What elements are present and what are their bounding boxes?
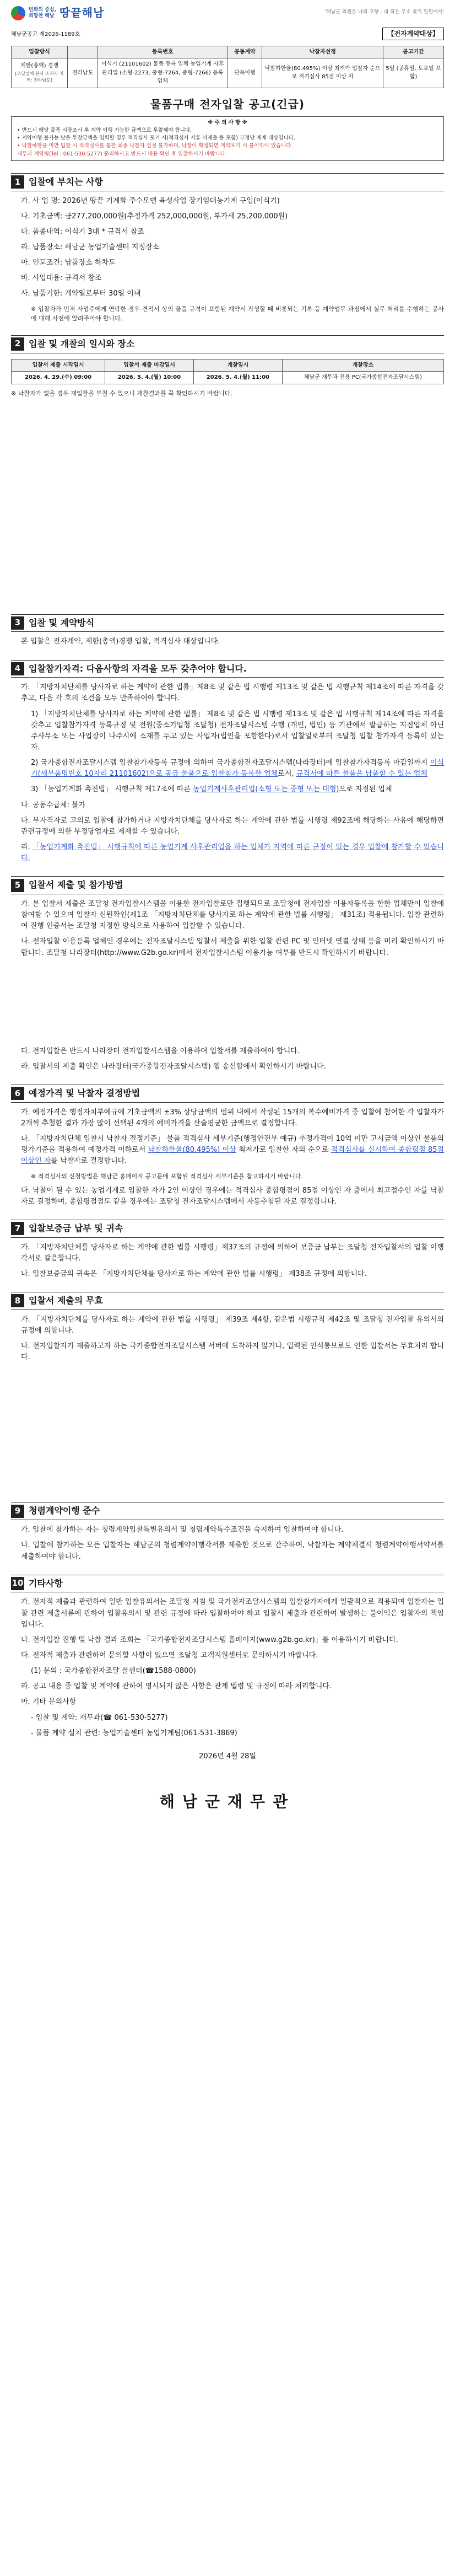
- logo-tagline-sub: 희망찬 해남: [29, 13, 55, 19]
- section-number: 1: [11, 175, 24, 189]
- th-method: 입찰방식: [12, 46, 68, 58]
- caution-note-1: • 반드시 해당 물품 시장조사 후 계약 이행 가능한 금액으로 투찰해야 합니다.: [17, 127, 192, 133]
- th-bid-start: 입찰서 제출 시작일시: [12, 359, 105, 372]
- s10-item: 가. 전자적 제출과 관련하여 일반 입찰유의서는 조달청 지침 및 국가전자조달시스템의 입찰참가자에게 일괄적으로 적용되며 입찰자는 입찰 관련 제출서류에 관하여 입찰유의서 및 관련 규정에 따라 입찰하여야 하고 입찰서 제출과 관련하여 발생하는 불이익은 입찰자의 책임입니다.: [21, 1598, 444, 1629]
- section-title: 입찰보증금 납부 및 귀속: [29, 1222, 123, 1233]
- s6-na-highlight: 낙찰하한율(80.495%) 이상: [148, 1146, 236, 1155]
- section-title: 기타사항: [29, 1577, 63, 1588]
- section-number: 10: [11, 1577, 24, 1590]
- s4-item: [11, 842, 444, 864]
- s4-g2-highlight: 이식기(세부품명번호 10자리 21101602)으로 공급 물품으로 입찰참가 등록한 업체: [31, 759, 444, 779]
- th-award: 낙찰자선정: [262, 46, 383, 58]
- section-title: 입찰에 부치는 사항: [29, 176, 103, 187]
- section-number: 3: [11, 616, 24, 630]
- section-number: 9: [11, 1505, 24, 1518]
- s6-note: ※ 적격심사의 신청방법은 해남군 홈페이지 공고문에 포함된 적격심사 세부기준을 참고하시기 바랍니다.: [31, 1172, 303, 1180]
- s4-ra-text: 라.: [21, 842, 32, 851]
- s4-g3-highlight: 농업기계사후관리업(소형 또는 중형 또는 대형): [193, 785, 339, 794]
- caution-note-4: 재무과 계약팀(Tel : 061-530-5277) 문의하시고 반드시 내용 확인 후 입찰하시기 바랍니다.: [17, 151, 227, 157]
- section-6-header: [11, 1085, 444, 1103]
- s7-item: 나. 입찰보증금의 귀속은 「지방자치단체를 당사자로 하는 계약에 관한 법률 시행령」 제38조 규정에 의합니다.: [21, 1269, 367, 1278]
- s4-item: 가. 「지방자치단체를 당사자로 하는 계약에 관한 법률」제8조 및 같은 법 시행령 제13조 및 같은 법 시행규칙 제14조에 따른 자격을 갖추고, 다음 각 호의 조건을 모두 만족하여야 합니다.: [21, 683, 444, 703]
- slogan: '해남군 의원은 나의 고향 - 내 작은 주소 찾기 일원에서': [324, 9, 444, 15]
- s4-g2-highlight: 규격서에 따른 물품을 납품할 수 있는 업체: [296, 770, 427, 779]
- cell-method: 제한(총액) 경쟁: [20, 63, 58, 69]
- issuing-office: 해남군재무관: [159, 1793, 296, 1811]
- s1-item: 가. 사 업 명: 2026년 땅끝 기계화 주수모델 육성사업 장기임대농기계 구입(이식기): [21, 196, 280, 205]
- section-number: 5: [11, 879, 24, 892]
- s10-contact: - 물품 계약 설치 관련: 농업기술센터 농업기계팀(061-531-3869): [31, 1729, 237, 1737]
- s9-item: 나. 입찰에 참가하는 모든 입찰자는 해남군의 청렴계약이행각서를 제출한 것으로 간주하며, 낙찰자는 계약체결시 청렴계약이행서약서를 제출하여야 합니다.: [21, 1541, 444, 1561]
- th-registration: 등록번호: [98, 46, 228, 58]
- caution-box: [11, 116, 444, 161]
- caution-note-3: • 낙찰하한율 미만 입찰 시 적격심사를 통한 최종 낙찰자 선정 불가하며, 낙찰이 확정되면 계약포기 시 불이익이 있습니다.: [17, 143, 293, 149]
- section-title: 입찰서 제출의 무효: [29, 1295, 103, 1306]
- s4-item: 나. 공동수급체: 불가: [21, 801, 86, 809]
- s6-na-text: 최저가로 입찰한 자의 순으로: [236, 1146, 331, 1155]
- s6-na-text: 나. 「지방자치단체 입찰시 낙찰자 결정기준」 물품 적격심사 세부기준(행정안전부 예규) 추정가격이 10억 미만 고시금액 이상인 물품의 평가기준을 적용하여 예정가격 이하로서: [21, 1135, 444, 1155]
- s2-note: ※ 낙찰자가 없을 경우 재입찰을 부칠 수 있으니 개찰결과를 꼭 확인하시기 바랍니다.: [11, 389, 232, 397]
- s1-item: 나. 기초금액: 금277,200,000원(추정가격 252,000,000원, 부가세 25,200,000원): [21, 212, 288, 221]
- cell-award: 낙찰하한율(80.495%) 이상 최저가 입찰자 순으로 적격심사 85점 이상 자: [262, 58, 383, 88]
- s8-item: 나. 전자입찰자가 제출하고자 하는 국가종합전자조달시스템 서버에 도착하지 않거나, 입력된 인식통보로도 인한 입찰서는 무효처리 합니다.: [21, 1342, 444, 1362]
- logo: [11, 4, 104, 22]
- th-location: 개찰장소: [282, 359, 443, 372]
- cell-bid-end: 2026. 5. 4.(월) 10:00: [105, 372, 194, 384]
- section-number: 8: [11, 1294, 24, 1307]
- summary-table: [11, 46, 444, 88]
- section-7-header: [11, 1220, 444, 1238]
- s6-item: [11, 1134, 444, 1167]
- logo-name: 땅끝해남: [59, 6, 105, 19]
- s5-item: 나. 전자입찰 이용등록 업체인 경우에는 전자조달시스템 입찰서 제출을 위한 입찰 관련 PC 및 인터넷 연결 상태 등을 미리 확인하시기 바랍니다. 조달청 나라장터(http://www.G2b.go.kr)에서 전자입찰시스템 이용가능 여부를 반드시 확인하시기 바랍니다.: [21, 937, 444, 957]
- s5-item: 다. 전자입찰은 반드시 나라장터 전자입찰시스템을 이용하여 입찰서를 제출하여야 합니다.: [21, 1046, 300, 1055]
- s1-item: 마. 인도조건: 납품장소 하차도: [21, 259, 116, 267]
- section-1-header: [11, 173, 444, 191]
- section-number: 4: [11, 662, 24, 675]
- s10-item: 라. 공고 내용 중 입찰 및 계약에 관하여 명시되지 않은 사항은 관계 법령 및 규정에 따라 처리합니다.: [21, 1682, 332, 1691]
- cell-location: 해남군 재무과 전용 PC(국가종합전자조달시스템): [282, 372, 443, 384]
- section-5-header: [11, 876, 444, 894]
- s1-note: ※ 입찰자가 먼저 사업주에게 연락한 경우 견적서 상의 물품 규격이 포함된 계약서 작성할 때 비롯되는 기록 등 계약업무 과정에서 실무 처리를 수행하는 공사에 대해 사전에 알려주어야 합니다.: [31, 305, 444, 322]
- s4-ra-highlight: 「농업기계화 촉진법」 시행규칙에 따른 농업기계 사후관리업을 하는 업체가 지역에 따른 규정이 있는 경우 입찰에 참가할 수 있습니다.: [21, 842, 445, 863]
- page-title: 물품구매 전자입찰 공고(긴급): [150, 97, 305, 111]
- cell-method-sub: [조달업체 본사 소재지 지역: 전라남도]: [15, 71, 64, 83]
- section-9-header: [11, 1502, 444, 1520]
- s4-g2-text: 2) 국가종합전자조달시스템 입찰참가자등록 규정에 의하여 국가종합전자조달시스템(나라장터)에 입찰참가자격등록 마감일까지: [31, 759, 430, 768]
- schedule-table: [11, 359, 444, 384]
- cell-opening: 2026. 5. 4.(월) 11:00: [193, 372, 282, 384]
- s10-item: 마. 기타 문의사항: [21, 1698, 77, 1706]
- s4-item: 다. 부자격자로 고의로 입찰에 참가하거나 지방자치단체를 당사자로 하는 계약에 관한 법률 시행령 제92조에 해당하는 사유에 해당하면 관련규정에 의한 부정당업자로 제재할 수 있습니다.: [21, 816, 444, 836]
- section-10-header: [11, 1575, 444, 1593]
- caution-heading: ※ 주 의 사 항 ※: [208, 119, 247, 126]
- section-3-header: [11, 614, 444, 632]
- section-number: 6: [11, 1087, 24, 1100]
- notice-number: 해남군공고 제2026-1189호: [11, 31, 80, 37]
- cell-registration: 이식기 (21101602) 물품 등록 업체 농업기계 사후관리업 (소형-2273, 중형-7264, 중형-7266) 등록업체: [98, 58, 228, 88]
- s9-item: 가. 입찰에 참가하는 자는 청렴계약입찰특별유의서 및 청렴계약특수조건을 숙지하여 입찰하여야 합니다.: [21, 1526, 344, 1534]
- section-title: 예정가격 및 낙찰자 결정방법: [29, 1088, 140, 1099]
- s10-item: 나. 전자입찰 진행 및 낙찰 결과 조회는 「국가종합전자조달시스템 홈페이지(www.g2b.go.kr)」를 이용하시기 바랍니다.: [21, 1635, 398, 1644]
- s6-item: 가. 예정가격은 행정자치부예규에 기초금액의 ±3% 상당금액의 범위 내에서 작성된 15개의 복수예비가격 중 입찰에 참여한 각 입찰자가 2개씩 추첨한 결과 가장 많이 선택된 4개의 예비가격을 산술평균한 금액으로 결정합니다.: [21, 1108, 444, 1128]
- s3-body: 본 입찰은 전자계약, 제한(총액)경쟁 입찰, 적격심사 대상입니다.: [21, 637, 220, 646]
- s1-item: 라. 납품장소: 해남군 농업기술센터 지정장소: [21, 243, 160, 252]
- s4-sub-item: [11, 758, 444, 780]
- s4-g3-text: 3) 「농업기계화 촉진법」 시행규칙 제17조에 따른: [31, 785, 193, 794]
- cell-bid-start: 2026. 4. 29.(수) 09:00: [12, 372, 105, 384]
- section-title: 입찰참가자격: 다음사항의 자격을 모두 갖추어야 합니다.: [29, 663, 247, 674]
- th-blank: [68, 46, 98, 58]
- s6-na-text: 를 낙찰자로 결정합니다.: [51, 1157, 127, 1166]
- cell-period: 5일 (공휴일, 토요일 포함): [383, 58, 444, 88]
- sign-date: 2026년 4월 28일: [199, 1752, 256, 1761]
- haenam-logo-icon: [11, 6, 25, 20]
- section-title: 입찰서 제출 및 참가방법: [29, 879, 123, 890]
- th-period: 공고기간: [383, 46, 444, 58]
- logo-tagline: 변화의 중심,: [29, 7, 57, 13]
- cell-joint: 단독이행: [228, 58, 262, 88]
- caution-note-2: • 계약이행 불가능 낮은 투찰금액을 입력할 경우 적격심사 포기 시(적격심사 서류 미제출 등 포함) 부정당 제재 대상입니다.: [17, 135, 295, 142]
- cell-region: 전라남도: [68, 58, 98, 88]
- section-number: 2: [11, 337, 24, 351]
- s7-item: 가. 「지방자치단체를 당사자로 하는 계약에 관한 법률 시행령」제37조의 규정에 의하여 보증금 납부는 조달청 전자입찰서의 입찰 이행각서로 갈음합니다.: [21, 1243, 444, 1263]
- s10-item: 다. 전자적 제출과 관련하여 문의할 사항이 있으면 조달청 고객지원센터로 문의하시기 바랍니다.: [21, 1651, 318, 1660]
- section-title: 입찰 및 개찰의 일시와 장소: [29, 338, 135, 349]
- section-4-header: [11, 660, 444, 678]
- s5-item: 가. 본 입찰서 제출은 조달청 전자입찰시스템을 이용한 전자입찰로만 집행되므로 조달청에 전자입찰 이용자등록을 한한 업체만이 입찰에 참여할 수 있으며 입찰자 신원확인(제1조 「지방자치단체를 당사자로 하는 계약에 관한 법률 시행령」 제31조) 적용됩니다. 입찰 관련하여 진행 인증서는 조달청 지정한 방식으로 사용하여 입찰할 수 있습니다.: [21, 900, 444, 931]
- s4-g3-text: 으로 지정된 업체: [339, 785, 392, 794]
- s1-item: 다. 품종내역: 이식기 3대 * 규격서 참조: [21, 227, 144, 236]
- th-opening: 개찰일시: [193, 359, 282, 372]
- s8-item: 가. 「지방자치단체를 당사자로 하는 계약에 관한 법률 시행령」 제39조 제4항, 같은법 시행규칙 제42조 및 조달청 전자입찰 유의서의 규정에 의합니다.: [21, 1315, 444, 1335]
- s10-sub-item: (1) 문의 : 국가종합전자조달 콜센터(☎1588-0800): [31, 1667, 196, 1676]
- section-title: 청렴계약이행 준수: [29, 1505, 100, 1516]
- s4-sub-item: [11, 784, 444, 795]
- s5-item: 라. 입찰서의 제출 확인은 나라장터(국가종합전자조달시스템) 웹 송신함에서 확인하시기 바랍니다.: [21, 1062, 326, 1071]
- s6-na-highlight: 적격심사를 실시하여 종합평점 85점 이상인 자: [21, 1146, 444, 1166]
- section-number: 7: [11, 1222, 24, 1235]
- s4-sub-item: 1) 「지방자치단체를 당사자로 하는 계약에 관한 법률」 제8조 및 같은 법 시행령 제13조 및 같은 법 시행규칙 제14조에 따른 자격을 갖추고 입찰참가자격 등록규정 및 전원(중소기업청 조달청) 전자조달시스템 수행 (개인, 법인) 등 기관에서 발급하는 지점업체 아닌 주사무소 또는 사업장이 나주시에 소재를 두고 있는 사업자(법인을 포함한다)로서 입찰일로부터 조달청 입찰 참가자격 등록이 있는 자.: [31, 710, 444, 752]
- s1-item: 사. 납품기한: 계약일로부터 30일 이내: [21, 289, 141, 298]
- s10-contact: - 입찰 및 계약: 재무과(☎ 061-530-5277): [31, 1713, 168, 1722]
- s4-g2-text: 로서,: [278, 770, 296, 779]
- s1-item: 바. 사업대용: 규격서 참조: [21, 274, 102, 283]
- section-2-header: [11, 335, 444, 353]
- s6-item: 다. 낙찰이 될 수 있는 농업기계로 입찰한 자가 2인 이상인 경우에는 적격심사 종합평점이 85점 이상인 자 중에서 최고점수인 자를 낙찰자로 결정하며, 종합평점점도 같을 경우에는 조달청 전자조달시스템에서 자동추첨된 자로 결정합니다.: [21, 1186, 444, 1206]
- th-bid-end: 입찰서 제출 마감일시: [105, 359, 194, 372]
- section-title: 입찰 및 계약방식: [29, 617, 95, 628]
- electronic-contract-badge: 【전자계약대상】: [382, 28, 444, 40]
- th-joint: 공동계약: [228, 46, 262, 58]
- section-8-header: [11, 1292, 444, 1310]
